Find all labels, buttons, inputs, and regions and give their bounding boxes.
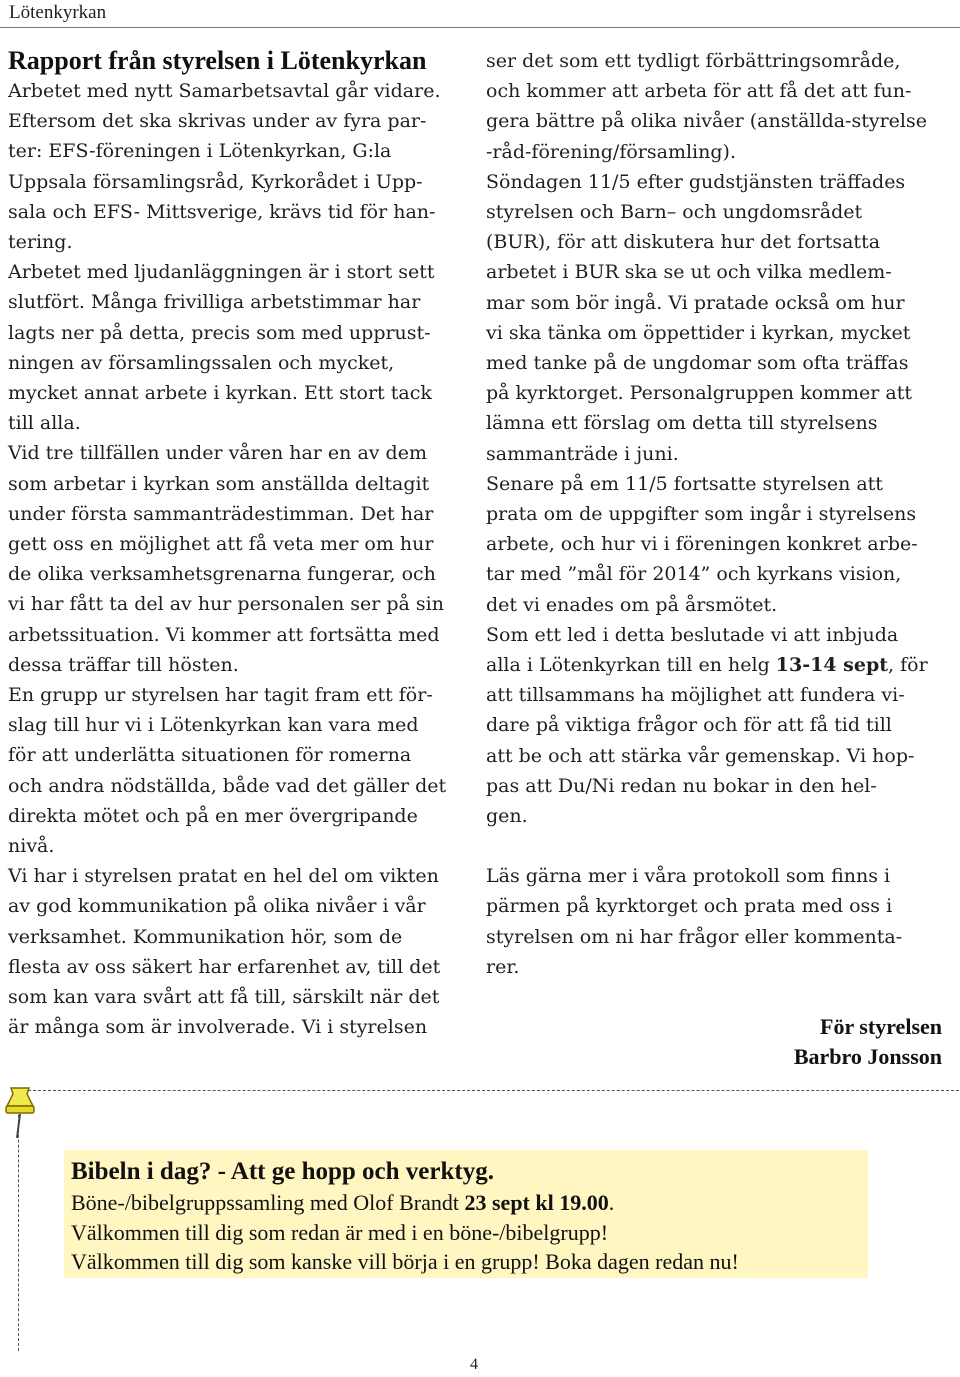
- text-line: Söndagen 11/5 efter gudstjänsten träffades: [486, 170, 906, 193]
- text-line: lämna ett förslag om detta till styrelsens: [486, 412, 878, 435]
- pushpin-icon: [3, 1080, 43, 1140]
- notice-line-1: [71, 1188, 868, 1218]
- text-line: de olika verksamhetsgrenarna fungerar, och: [8, 563, 436, 586]
- text-line: som arbetar i kyrkan som anställda deltagit: [8, 472, 430, 495]
- text-line: Som ett led i detta beslutade vi att inbjuda: [486, 623, 899, 646]
- text-line: -råd-förening/församling).: [486, 140, 736, 163]
- paragraph-gap: [486, 831, 950, 861]
- notice-line-2: Välkommen till dig som redan är med i en böne-/bibelgrupp!: [71, 1219, 609, 1245]
- text-line: för att underlätta situationen för romerna: [8, 744, 412, 767]
- text-line: ser det som ett tydligt förbättringsområde,: [486, 50, 901, 72]
- text-line: tar med ”mål för 2014” och kyrkans vision,: [486, 563, 902, 586]
- text-line: ningen av församlingssalen och mycket,: [8, 351, 395, 374]
- text-line: vi har fått ta del av hur personalen ser på sin: [8, 593, 444, 616]
- text-line: slag till hur vi i Lötenkyrkan kan vara med: [8, 714, 419, 737]
- text-line: direkta mötet och på en mer övergripande: [8, 804, 418, 827]
- text-line: dare på viktiga frågor och för att få tid till: [486, 714, 892, 737]
- page-number: 4: [470, 1356, 478, 1373]
- notice-line-1-end: .: [608, 1190, 615, 1215]
- text-line: vi ska tänka om öppettider i kyrkan, mycket: [486, 321, 911, 344]
- text-line: dessa träffar till hösten.: [8, 653, 239, 676]
- text-line: under första sammanträdestimman. Det har: [8, 502, 434, 525]
- text-line: pas att Du/Ni redan nu bokar in den hel-: [486, 774, 877, 797]
- text-line: gett oss en möjlighet att få veta mer om hur: [8, 533, 434, 556]
- text-line: på kyrktorget. Personalgruppen kommer att: [486, 382, 913, 405]
- text-line: slutfört. Många frivilliga arbetstimmar har: [8, 291, 421, 314]
- running-header: Lötenkyrkan: [9, 2, 107, 23]
- text-line: är många som är involverade. Vi i styrelsen: [8, 1016, 428, 1039]
- text-line: ter: EFS-föreningen i Lötenkyrkan, G:la: [8, 140, 392, 163]
- text-line: mycket annat arbete i kyrkan. Ett stort tack: [8, 382, 432, 405]
- text-line: sammanträde i juni.: [486, 442, 679, 465]
- text-line: flesta av oss säkert har erfarenhet av, till det: [8, 955, 441, 978]
- text-line: arbetssituation. Vi kommer att fortsätta med: [8, 623, 440, 646]
- text-line: som kan vara svårt att få till, särskilt när det: [8, 986, 440, 1009]
- left-column: [8, 46, 472, 1043]
- text-line: Vid tre tillfällen under våren har en av dem: [8, 442, 427, 465]
- signature-role: För styrelsen: [820, 1014, 942, 1040]
- notice-title: Bibeln i dag? - Att ge hopp och verktyg.: [71, 1158, 494, 1185]
- text-line: pärmen på kyrktorget och prata med oss i: [486, 895, 893, 918]
- notice-line-3: Välkommen till dig som kanske vill börja i en grupp! Boka dagen redan nu!: [71, 1249, 739, 1274]
- right-column-text-c: [486, 861, 950, 982]
- text-line: arbete, och hur vi i föreningen konkret arbe-: [486, 533, 918, 556]
- text-line: gera bättre på olika nivåer (anställda-styrelse: [486, 110, 927, 133]
- bible-study-notice: [64, 1150, 868, 1278]
- text-line: att be och att stärka vår gemenskap. Vi hop-: [486, 744, 915, 767]
- text-line: Läs gärna mer i våra protokoll som finns i: [486, 865, 891, 888]
- text-line: En grupp ur styrelsen har tagit fram ett för-: [8, 684, 433, 707]
- signature-name: Barbro Jonsson: [793, 1044, 942, 1070]
- paragraph-gap: [486, 982, 950, 1012]
- text-line: och andra nödställda, både vad det gäller det: [8, 774, 447, 797]
- right-column-text-b: [486, 680, 950, 831]
- text-line: att tillsammans ha möjlighet att fundera vi-: [486, 684, 905, 707]
- text-line: rer.: [486, 955, 520, 978]
- text-line: tering.: [8, 231, 73, 254]
- article-title: Rapport från styrelsen i Lötenkyrkan: [8, 46, 427, 75]
- text-line: Arbetet med nytt Samarbetsavtal går vidare.: [8, 80, 441, 102]
- text-line: prata om de uppgifter som ingår i styrelsens: [486, 503, 917, 526]
- text-line: styrelsen om ni har frågor eller kommenta-: [486, 925, 903, 948]
- text-line: verksamhet. Kommunikation hör, som de: [8, 925, 403, 948]
- notice-line-1-text: Böne-/bibelgruppssamling med Olof Brandt: [71, 1190, 465, 1215]
- text-line: gen.: [486, 805, 528, 828]
- text-line: till alla.: [8, 412, 81, 435]
- right-column: [486, 46, 950, 1072]
- text-line: Vi har i styrelsen pratat en hel del om vikten: [8, 865, 439, 888]
- date-line-after: , för: [888, 654, 928, 677]
- text-line: och kommer att arbeta för att få det att fun-: [486, 80, 912, 103]
- header-rule: [0, 27, 960, 28]
- text-line: nivå.: [8, 835, 55, 858]
- text-line: Senare på em 11/5 fortsatte styrelsen att: [486, 472, 883, 495]
- text-line: styrelsen och Barn– och ungdomsrådet: [486, 201, 863, 224]
- right-column-text-a: [486, 46, 950, 650]
- date-line-before: alla i Lötenkyrkan till en helg: [486, 654, 776, 677]
- text-line: av god kommunikation på olika nivåer i vår: [8, 895, 426, 918]
- date-line: [486, 650, 950, 680]
- text-line: Uppsala församlingsråd, Kyrkorådet i Upp-: [8, 170, 423, 193]
- text-line: det vi enades om på årsmötet.: [486, 593, 778, 616]
- text-line: sala och EFS- Mittsverige, krävs tid för han-: [8, 200, 436, 223]
- text-line: mar som bör ingå. Vi pratade också om hur: [486, 291, 905, 314]
- text-line: arbetet i BUR ska se ut och vilka medlem-: [486, 261, 892, 284]
- text-line: Arbetet med ljudanläggningen är i stort sett: [8, 261, 435, 284]
- left-column-text: [8, 76, 472, 1043]
- text-line: (BUR), för att diskutera hur det fortsatta: [486, 231, 881, 254]
- weekend-date: 13-14 sept: [775, 654, 889, 677]
- notice-date: 23 sept kl 19.00: [464, 1190, 609, 1215]
- text-line: Eftersom det ska skrivas under av fyra par-: [8, 110, 427, 133]
- text-line: med tanke på de ungdomar som ofta träffas: [486, 352, 909, 375]
- text-line: lagts ner på detta, precis som med upprust-: [8, 321, 431, 344]
